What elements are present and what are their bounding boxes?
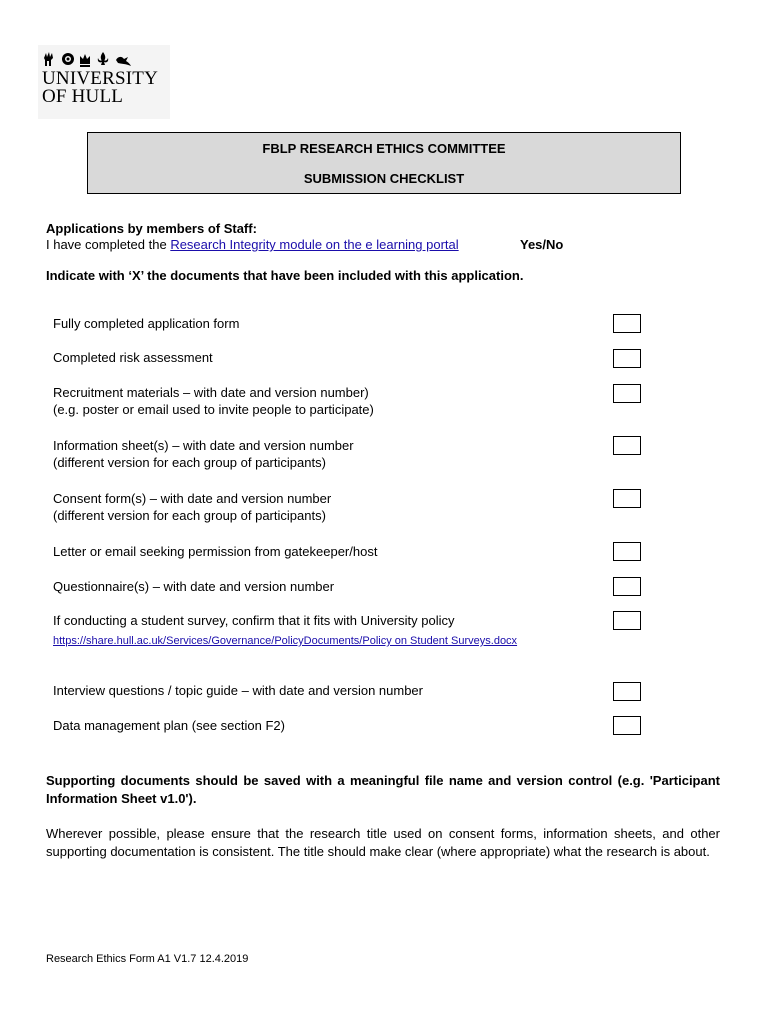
checklist-checkbox-gatekeeper-letter[interactable]: [613, 542, 641, 561]
yes-no-label: Yes/No: [520, 237, 564, 252]
checklist-item-label: Letter or email seeking permission from gatekeeper/host: [53, 544, 378, 559]
staff-statement-prefix: I have completed the: [46, 237, 171, 252]
staff-statement: [46, 236, 459, 253]
checklist-checkbox-information-sheet[interactable]: [613, 436, 641, 455]
checklist-checkbox-consent-form[interactable]: [613, 489, 641, 508]
checklist-checkbox-student-survey[interactable]: [613, 611, 641, 630]
research-title-note: Wherever possible, please ensure that the research title used on consent forms, information sheets, and other supporting documentation is consistent. The title should make clear (where appropriate) what the research is about.: [46, 826, 720, 859]
logo-text: [42, 70, 158, 106]
supporting-documents-note: Supporting documents should be saved with a meaningful file name and version control (e.g. 'Participant Information Sheet v1.0').: [46, 773, 720, 806]
checklist-item-label: Consent form(s) – with date and version number: [53, 491, 332, 506]
checklist-title: SUBMISSION CHECKLIST: [303, 171, 465, 186]
checklist-item-label: Fully completed application form: [53, 316, 240, 331]
logo-line-of-hull: OF HULL: [42, 86, 124, 107]
checklist-checkbox-interview-questions[interactable]: [613, 682, 641, 701]
checklist-checkbox-risk-assessment[interactable]: [613, 349, 641, 368]
committee-title: FBLP RESEARCH ETHICS COMMITTEE: [262, 141, 506, 156]
survey-policy-link[interactable]: https://share.hull.ac.uk/Services/Governance/PolicyDocuments/Policy on Student Surveys.docx: [53, 635, 518, 647]
checklist-item-label: Completed risk assessment: [53, 350, 213, 365]
checklist-item-label: Questionnaire(s) – with date and version number: [53, 579, 335, 594]
checklist-item-label: Data management plan (see section F2): [53, 718, 285, 733]
checklist-item-label: Information sheet(s) – with date and version number: [53, 438, 354, 453]
header-box: [87, 132, 681, 194]
checklist-checkbox-questionnaire[interactable]: [613, 577, 641, 596]
staff-heading: Applications by members of Staff:: [46, 221, 257, 236]
checklist-item-label: If conducting a student survey, confirm that it fits with University policy: [53, 613, 455, 628]
logo-emblems-icon: [42, 50, 132, 68]
research-integrity-link[interactable]: Research Integrity module on the e learning portal: [170, 237, 459, 252]
form-version-footer: Research Ethics Form A1 V1.7 12.4.2019: [46, 953, 249, 965]
checklist-checkbox-recruitment-materials[interactable]: [613, 384, 641, 403]
checklist-item-note: (different version for each group of participants): [53, 455, 326, 470]
checklist-checkbox-application-form[interactable]: [613, 314, 641, 333]
logo-line-university: UNIVERSITY: [42, 68, 158, 89]
checklist-item-note: (e.g. poster or email used to invite people to participate): [53, 402, 374, 417]
checklist-checkbox-data-management-plan[interactable]: [613, 716, 641, 735]
checklist-item-label: Recruitment materials – with date and version number): [53, 385, 369, 400]
university-logo: [38, 45, 170, 119]
instruction-text: Indicate with ‘X’ the documents that have been included with this application.: [46, 268, 524, 283]
checklist-item-note: (different version for each group of participants): [53, 508, 326, 523]
checklist-item-label: Interview questions / topic guide – with date and version number: [53, 683, 423, 698]
